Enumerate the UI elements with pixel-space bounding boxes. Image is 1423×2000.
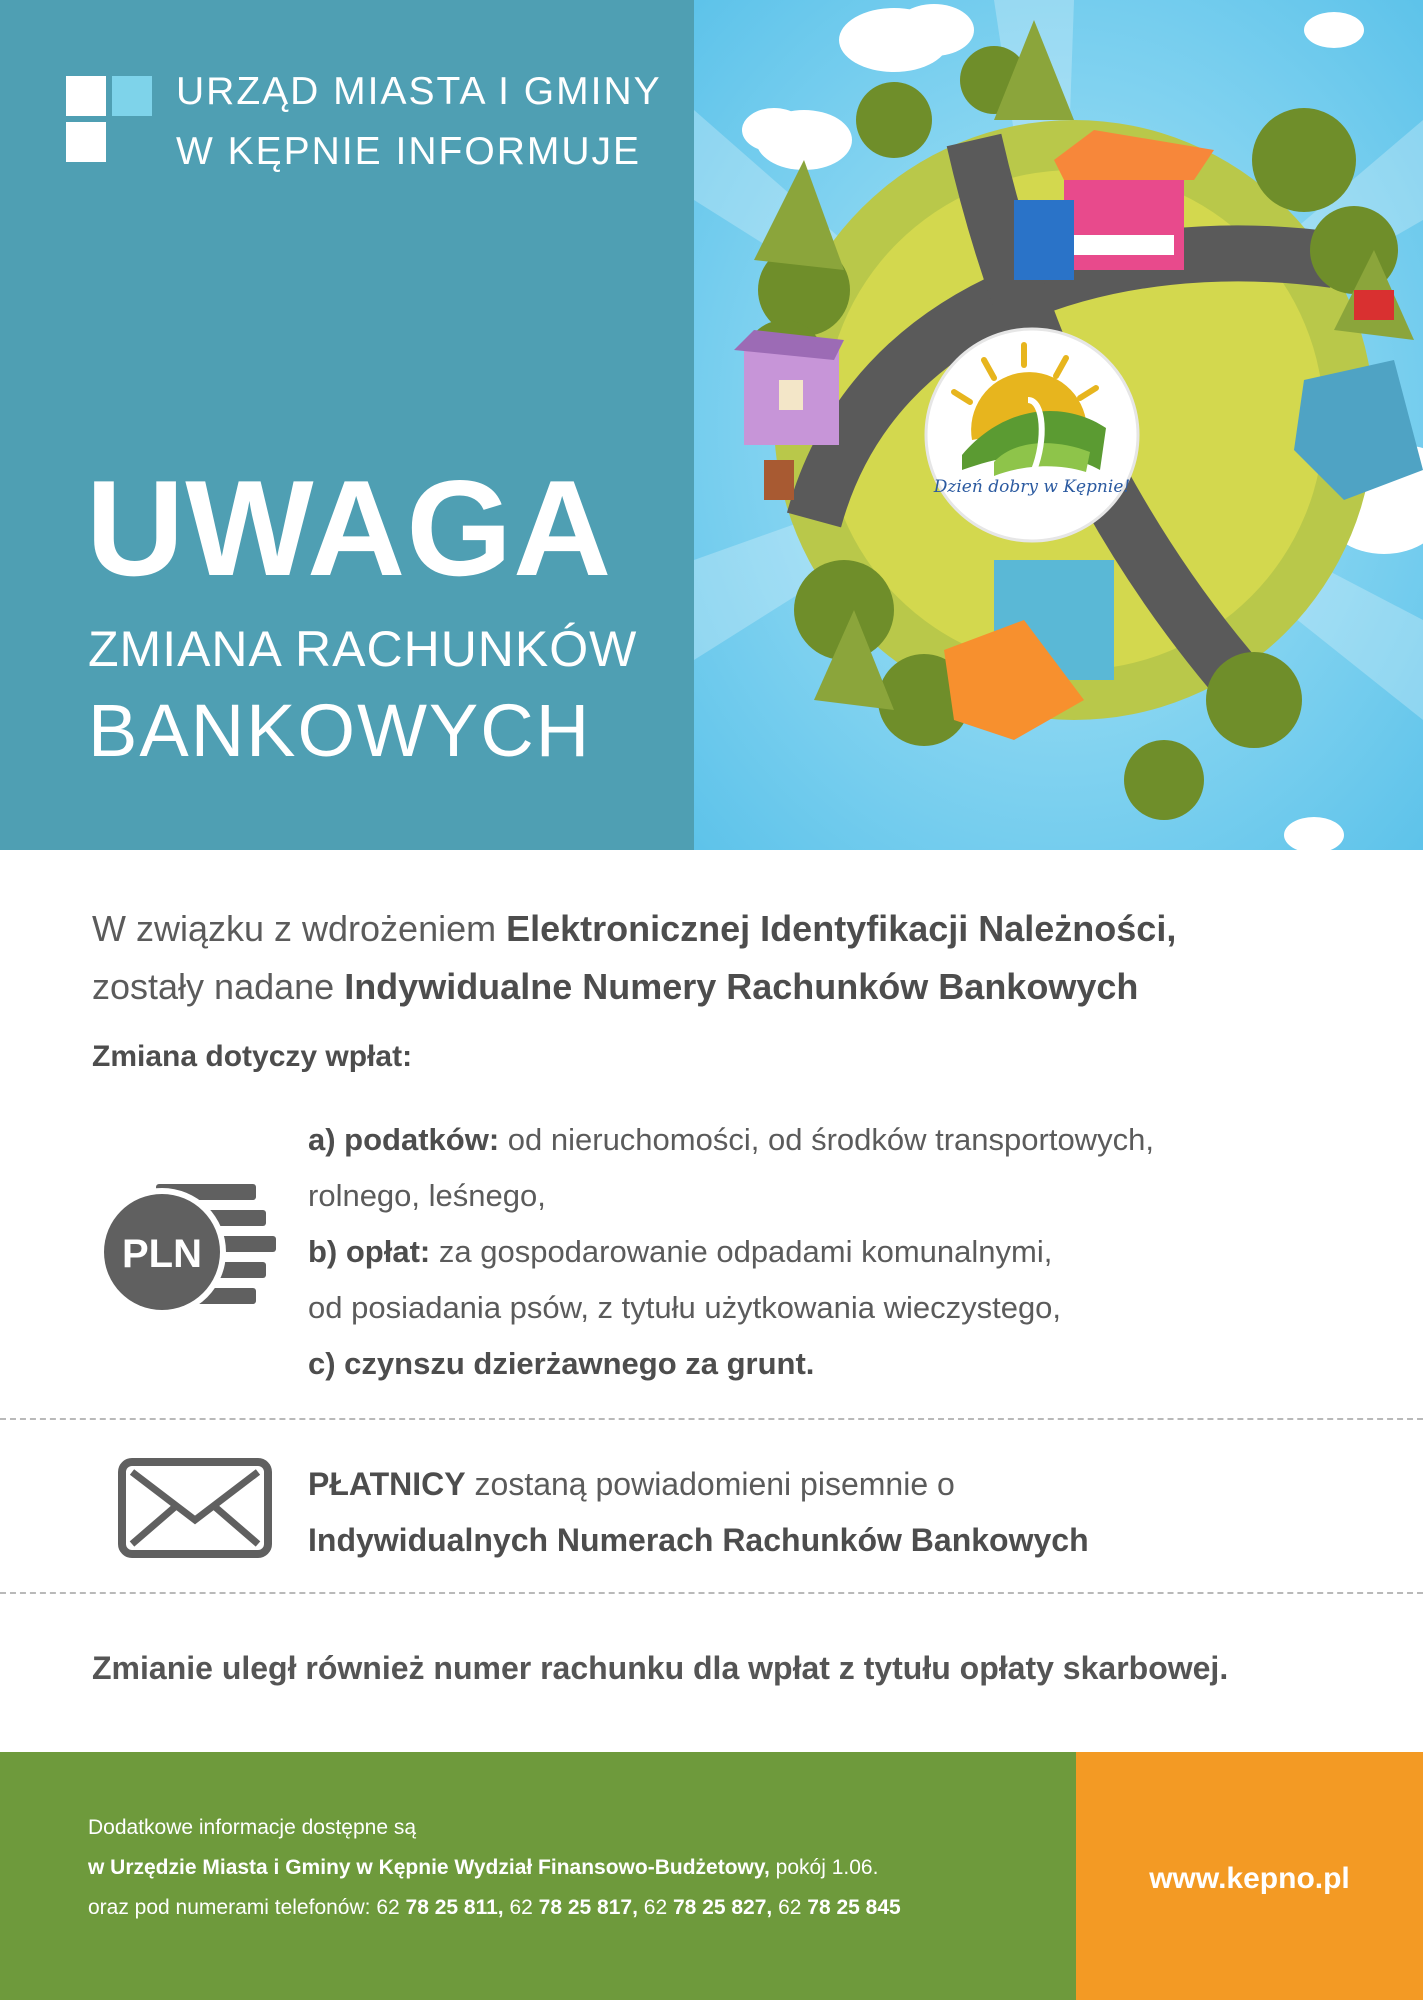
intro-paragraph xyxy=(92,900,1392,1016)
website-link[interactable]: www.kepno.pl xyxy=(1149,1862,1350,1895)
intro-line1-bold: Elektronicznej Identyfikacji Należności, xyxy=(506,908,1177,949)
payment-types-list xyxy=(308,1112,1398,1392)
phone-number[interactable]: 62 78 25 811, xyxy=(376,1896,510,1919)
dzien-dobry-badge xyxy=(926,329,1138,541)
dashed-divider xyxy=(0,1418,1423,1420)
change-heading: Zmiana dotyczy wpłat: xyxy=(92,1040,413,1073)
list-item-b: b) opłat: za gospodarowanie odpadami komunalnymi, xyxy=(308,1234,1053,1269)
headline: UWAGA xyxy=(86,452,613,604)
subheadline-line2: BANKOWYCH xyxy=(88,689,592,772)
town-globe-illustration xyxy=(694,0,1423,850)
globe-illustration-art xyxy=(694,0,1423,850)
intro-line1-text: W związku z wdrożeniem xyxy=(92,908,507,949)
payers-text: zostaną powiadomieni pisemnie o xyxy=(465,1466,955,1502)
payers-notice xyxy=(308,1456,1398,1568)
hero-text-panel xyxy=(0,0,694,850)
intro-line2-bold: Indywidualne Numery Rachunków Bankowych xyxy=(344,966,1139,1007)
payers-bold: PŁATNICY xyxy=(308,1466,466,1502)
phone-number[interactable]: 62 78 25 827, xyxy=(643,1896,779,1919)
stamp-duty-note: Zmianie uległ również numer rachunku dla wpłat z tytułu opłaty skarbowej. xyxy=(92,1650,1229,1686)
dashed-divider xyxy=(0,1592,1423,1594)
list-item-c: c) czynszu dzierżawnego za grunt. xyxy=(308,1346,815,1381)
footer xyxy=(0,1752,1423,2000)
intro-line2-text: zostały nadane xyxy=(92,966,345,1007)
footer-line2: w Urzędzie Miasta i Gminy w Kępnie Wydział Finansowo-Budżetowy, pokój 1.06. xyxy=(88,1856,879,1879)
office-logo-icon xyxy=(66,76,154,166)
footer-website-panel xyxy=(1076,1752,1423,2000)
subheadline-line1: ZMIANA RACHUNKÓW xyxy=(88,621,638,677)
footer-line1: Dodatkowe informacje dostępne są xyxy=(88,1816,417,1839)
footer-phones: oraz pod numerami telefonów: 62 78 25 811, 62 78 25 817, 62 78 25 827, 62 78 25 845 xyxy=(88,1896,901,1919)
phone-number[interactable]: 62 78 25 817, xyxy=(509,1896,644,1919)
list-item-a-cont: rolnego, leśnego, xyxy=(308,1178,546,1213)
payers-line2: Indywidualnych Numerach Rachunków Bankowych xyxy=(308,1522,1089,1558)
org-name-line2: W KĘPNIE INFORMUJE xyxy=(176,130,642,173)
org-name-line1: URZĄD MIASTA I GMINY xyxy=(176,70,662,113)
list-item-b-cont: od posiadania psów, z tytułu użytkowania wieczystego, xyxy=(308,1290,1062,1325)
phone-number[interactable]: 62 78 25 845 xyxy=(778,1896,901,1919)
list-item-a: a) podatków: od nieruchomości, od środków transportowych, xyxy=(308,1122,1154,1157)
hero-banner xyxy=(0,0,1423,850)
pln-label: PLN xyxy=(122,1232,202,1276)
footer-info-panel xyxy=(0,1752,1076,2000)
badge-text: Dzień dobry w Kępnie! xyxy=(933,477,1131,497)
envelope-icon xyxy=(118,1458,272,1558)
pln-coins-icon xyxy=(96,1176,276,1316)
